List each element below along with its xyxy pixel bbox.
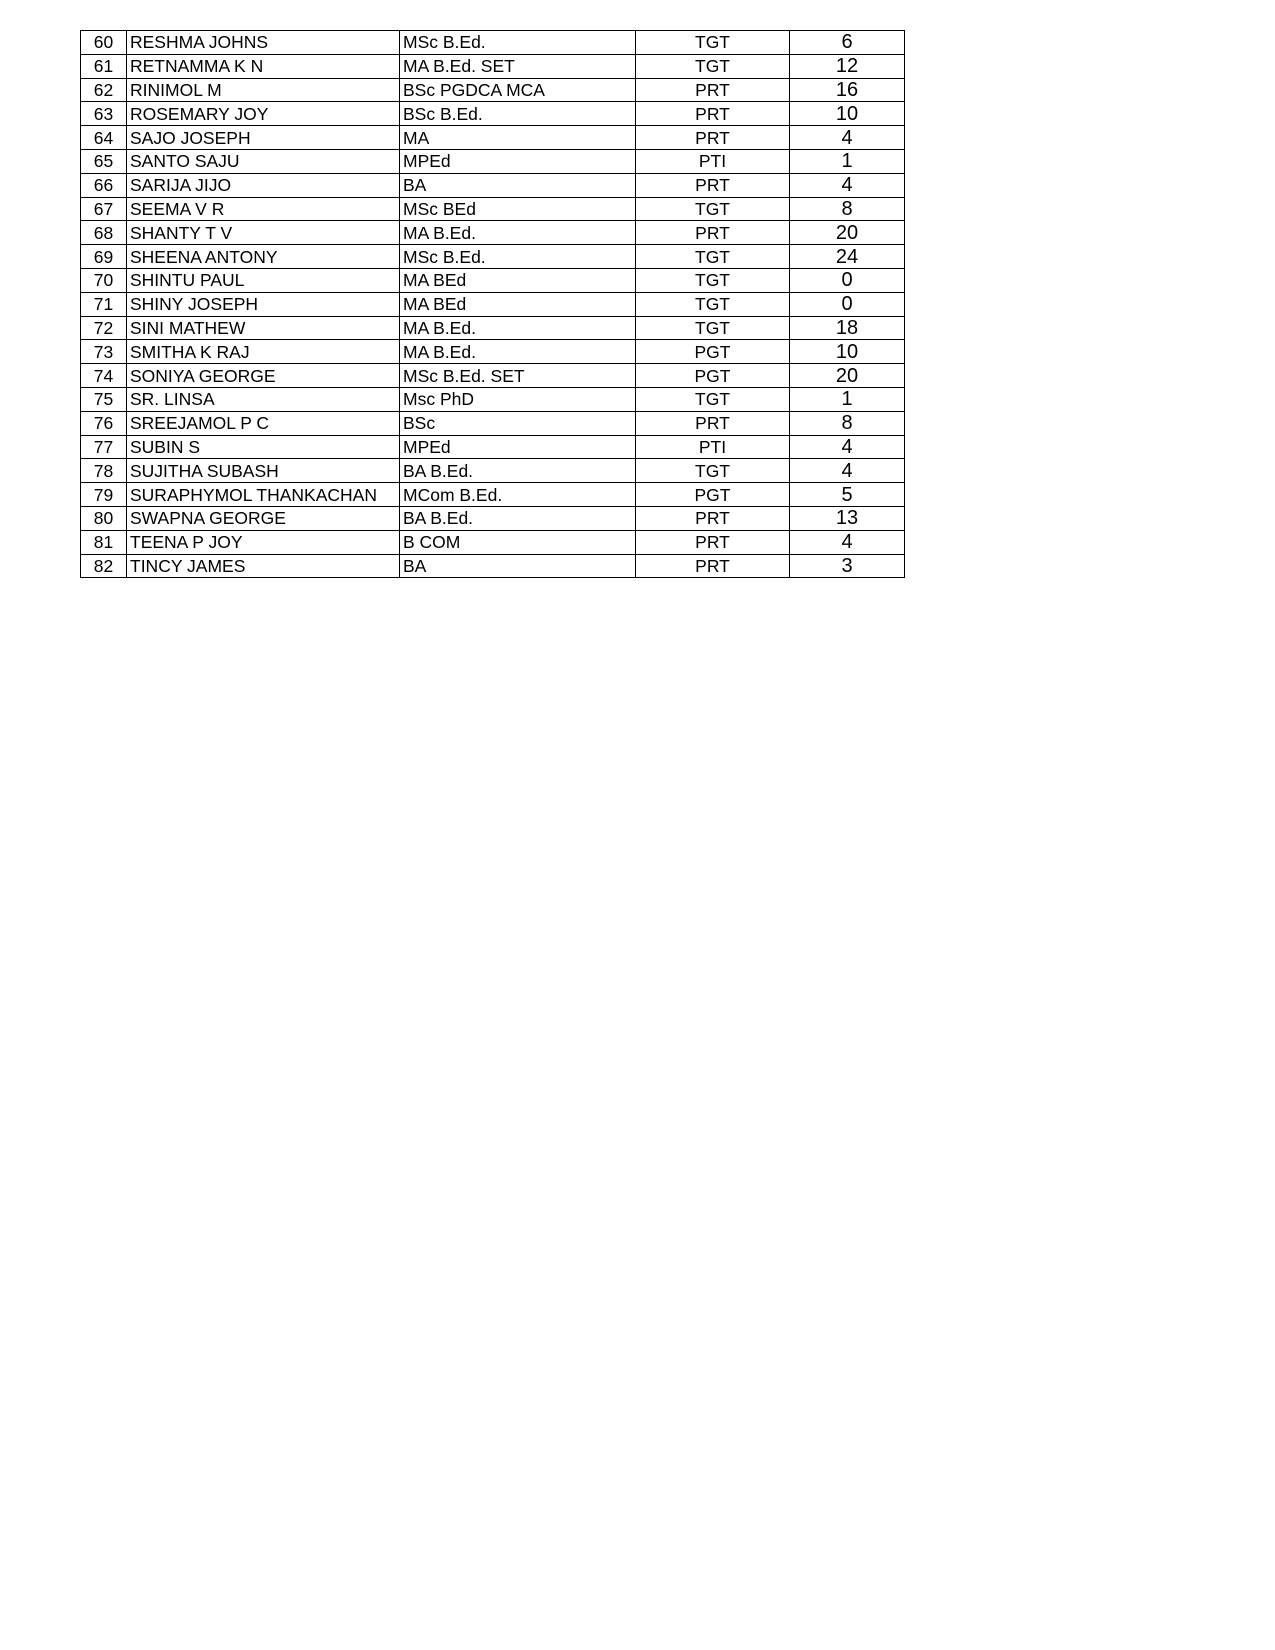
post-cell: TGT: [636, 316, 790, 340]
table-row: [81, 292, 905, 316]
teacher-name-cell: SMITHA K RAJ: [127, 340, 400, 364]
serial-number-cell: 76: [81, 411, 127, 435]
experience-cell: 6: [790, 31, 905, 55]
table-row: [81, 78, 905, 102]
qualification-cell: MA B.Ed.: [400, 221, 636, 245]
table-row: [81, 554, 905, 578]
teacher-name-cell: SHINTU PAUL: [127, 268, 400, 292]
qualification-cell: MA B.Ed.: [400, 340, 636, 364]
qualification-cell: MA: [400, 126, 636, 150]
teacher-name-cell: TEENA P JOY: [127, 530, 400, 554]
qualification-cell: BA: [400, 173, 636, 197]
qualification-cell: BA: [400, 554, 636, 578]
teacher-name-cell: SANTO SAJU: [127, 149, 400, 173]
table-row: [81, 364, 905, 388]
post-cell: TGT: [636, 268, 790, 292]
teacher-name-cell: SURAPHYMOL THANKACHAN: [127, 483, 400, 507]
serial-number-cell: 67: [81, 197, 127, 221]
teacher-name-cell: TINCY JAMES: [127, 554, 400, 578]
experience-cell: 13: [790, 506, 905, 530]
teacher-name-cell: SINI MATHEW: [127, 316, 400, 340]
qualification-cell: BA B.Ed.: [400, 506, 636, 530]
experience-cell: 8: [790, 411, 905, 435]
post-cell: PGT: [636, 364, 790, 388]
teacher-name-cell: SHEENA ANTONY: [127, 245, 400, 269]
table-row: [81, 54, 905, 78]
serial-number-cell: 65: [81, 149, 127, 173]
experience-cell: 5: [790, 483, 905, 507]
qualification-cell: Msc PhD: [400, 387, 636, 411]
teacher-name-cell: SAJO JOSEPH: [127, 126, 400, 150]
experience-cell: 3: [790, 554, 905, 578]
post-cell: PRT: [636, 554, 790, 578]
teacher-name-cell: SUJITHA SUBASH: [127, 459, 400, 483]
table-row: [81, 506, 905, 530]
serial-number-cell: 61: [81, 54, 127, 78]
post-cell: TGT: [636, 459, 790, 483]
experience-cell: 8: [790, 197, 905, 221]
table-row: [81, 268, 905, 292]
experience-cell: 12: [790, 54, 905, 78]
qualification-cell: MA BEd: [400, 268, 636, 292]
post-cell: PRT: [636, 78, 790, 102]
post-cell: TGT: [636, 292, 790, 316]
teacher-name-cell: RINIMOL M: [127, 78, 400, 102]
post-cell: PRT: [636, 102, 790, 126]
serial-number-cell: 68: [81, 221, 127, 245]
post-cell: PRT: [636, 221, 790, 245]
experience-cell: 0: [790, 292, 905, 316]
table-row: [81, 173, 905, 197]
experience-cell: 10: [790, 102, 905, 126]
serial-number-cell: 63: [81, 102, 127, 126]
table-row: [81, 245, 905, 269]
serial-number-cell: 62: [81, 78, 127, 102]
teacher-name-cell: SR. LINSA: [127, 387, 400, 411]
post-cell: PTI: [636, 435, 790, 459]
experience-cell: 4: [790, 459, 905, 483]
qualification-cell: MA B.Ed. SET: [400, 54, 636, 78]
serial-number-cell: 81: [81, 530, 127, 554]
serial-number-cell: 82: [81, 554, 127, 578]
staff-table-body: [81, 31, 905, 578]
serial-number-cell: 66: [81, 173, 127, 197]
qualification-cell: MSc B.Ed.: [400, 31, 636, 55]
experience-cell: 20: [790, 221, 905, 245]
table-row: [81, 149, 905, 173]
serial-number-cell: 60: [81, 31, 127, 55]
table-row: [81, 459, 905, 483]
qualification-cell: MSc BEd: [400, 197, 636, 221]
table-row: [81, 530, 905, 554]
table-row: [81, 221, 905, 245]
experience-cell: 16: [790, 78, 905, 102]
serial-number-cell: 77: [81, 435, 127, 459]
experience-cell: 4: [790, 530, 905, 554]
post-cell: PRT: [636, 411, 790, 435]
teacher-name-cell: RETNAMMA K N: [127, 54, 400, 78]
serial-number-cell: 73: [81, 340, 127, 364]
table-row: [81, 387, 905, 411]
qualification-cell: BA B.Ed.: [400, 459, 636, 483]
experience-cell: 4: [790, 126, 905, 150]
experience-cell: 20: [790, 364, 905, 388]
table-row: [81, 340, 905, 364]
post-cell: PRT: [636, 506, 790, 530]
teacher-name-cell: SARIJA JIJO: [127, 173, 400, 197]
experience-cell: 4: [790, 435, 905, 459]
serial-number-cell: 71: [81, 292, 127, 316]
experience-cell: 18: [790, 316, 905, 340]
qualification-cell: MCom B.Ed.: [400, 483, 636, 507]
serial-number-cell: 69: [81, 245, 127, 269]
serial-number-cell: 74: [81, 364, 127, 388]
serial-number-cell: 78: [81, 459, 127, 483]
teacher-name-cell: SHINY JOSEPH: [127, 292, 400, 316]
table-row: [81, 126, 905, 150]
qualification-cell: MPEd: [400, 435, 636, 459]
experience-cell: 4: [790, 173, 905, 197]
post-cell: PRT: [636, 530, 790, 554]
serial-number-cell: 72: [81, 316, 127, 340]
teacher-name-cell: SWAPNA GEORGE: [127, 506, 400, 530]
teacher-name-cell: SUBIN S: [127, 435, 400, 459]
staff-table: [80, 30, 905, 578]
serial-number-cell: 75: [81, 387, 127, 411]
table-row: [81, 411, 905, 435]
table-row: [81, 102, 905, 126]
experience-cell: 0: [790, 268, 905, 292]
experience-cell: 24: [790, 245, 905, 269]
qualification-cell: MA B.Ed.: [400, 316, 636, 340]
post-cell: TGT: [636, 245, 790, 269]
serial-number-cell: 79: [81, 483, 127, 507]
teacher-name-cell: RESHMA JOHNS: [127, 31, 400, 55]
post-cell: PRT: [636, 126, 790, 150]
serial-number-cell: 64: [81, 126, 127, 150]
post-cell: TGT: [636, 197, 790, 221]
table-row: [81, 435, 905, 459]
post-cell: PTI: [636, 149, 790, 173]
table-row: [81, 197, 905, 221]
qualification-cell: B COM: [400, 530, 636, 554]
experience-cell: 10: [790, 340, 905, 364]
qualification-cell: BSc PGDCA MCA: [400, 78, 636, 102]
serial-number-cell: 70: [81, 268, 127, 292]
serial-number-cell: 80: [81, 506, 127, 530]
post-cell: PRT: [636, 173, 790, 197]
table-row: [81, 316, 905, 340]
table-row: [81, 31, 905, 55]
experience-cell: 1: [790, 149, 905, 173]
post-cell: TGT: [636, 54, 790, 78]
teacher-name-cell: SREEJAMOL P C: [127, 411, 400, 435]
post-cell: TGT: [636, 31, 790, 55]
qualification-cell: MPEd: [400, 149, 636, 173]
qualification-cell: BSc: [400, 411, 636, 435]
qualification-cell: MSc B.Ed. SET: [400, 364, 636, 388]
teacher-name-cell: SONIYA GEORGE: [127, 364, 400, 388]
experience-cell: 1: [790, 387, 905, 411]
teacher-name-cell: SHANTY T V: [127, 221, 400, 245]
qualification-cell: BSc B.Ed.: [400, 102, 636, 126]
qualification-cell: MA BEd: [400, 292, 636, 316]
qualification-cell: MSc B.Ed.: [400, 245, 636, 269]
table-row: [81, 483, 905, 507]
post-cell: TGT: [636, 387, 790, 411]
teacher-name-cell: SEEMA V R: [127, 197, 400, 221]
teacher-name-cell: ROSEMARY JOY: [127, 102, 400, 126]
post-cell: PGT: [636, 340, 790, 364]
post-cell: PGT: [636, 483, 790, 507]
